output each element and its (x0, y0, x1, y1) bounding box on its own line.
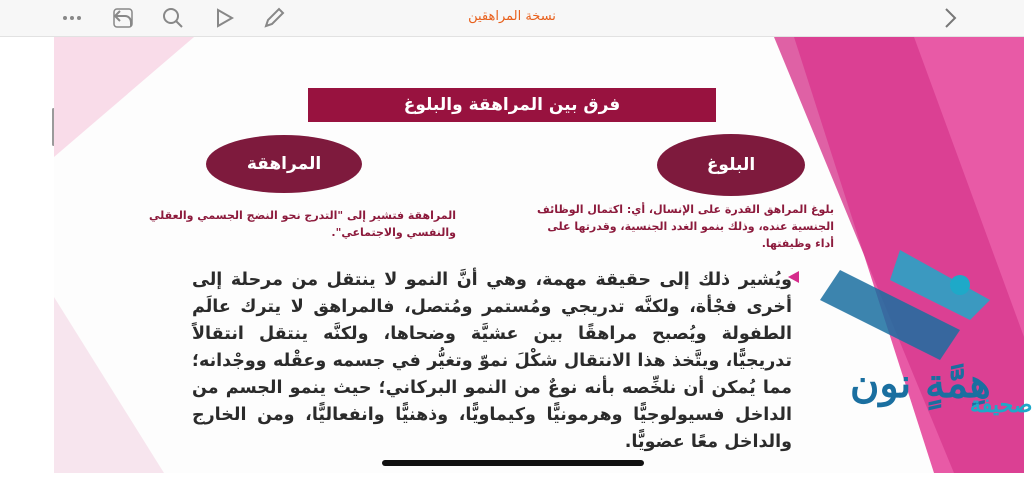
search-icon[interactable] (161, 6, 185, 30)
watermark-logo (760, 230, 1032, 473)
logo-label-text: صحيفة (970, 392, 1032, 418)
puberty-heading: البلوغ (657, 134, 805, 196)
home-indicator[interactable] (382, 460, 644, 466)
puberty-definition: بلوغ المراهق القدرة على الإنسال، أي: اكتمال الوظائف الجنسية عنده، وذلك بنمو الغدد الجنسية، وقدرتها على أداء وظيفتها. (536, 203, 834, 250)
logo-brand-text: هِمَّةٍ نون (850, 360, 991, 407)
pencil-icon[interactable] (262, 6, 286, 30)
slide-title: فرق بين المراهقة والبلوغ (308, 88, 716, 122)
share-icon[interactable] (111, 6, 135, 30)
toolbar (0, 0, 1024, 37)
adolescence-heading: المراهقة (206, 135, 362, 193)
play-icon[interactable] (212, 6, 236, 30)
document-title: نسخة المراهقين (468, 9, 556, 24)
logo-graphic (760, 230, 1024, 473)
adolescence-definition: المراهقة فتشير إلى "التدرج نحو النضج الجسمي والعقلي والنفسي والاجتماعي". (148, 209, 456, 239)
main-paragraph: ويُشير ذلك إلى حقيقة مهمة، وهي أنَّ النمو لا ينتقل من مرحلة إلى أخرى فجْأة، ولكنَّه تدريجي ومُستمر ومُتصل، فالمراهق لا يترك عالَم الطفولة ويُصبح مراهقًا بين عشيَّة وضحاها، ولكنَّه ينتقل انتقالاً تدريجيًّا، ويتَّخذ هذا الانتقال شكْلَ نموّ وتغيُّر في جسمه وعقْله ووجْدانه؛ مما يُمكن أن نلخِّصه بأنه نوعٌ من النمو البركاني؛ حيث ينمو الجسم من الداخل فسيولوجيًّا وهرمونيًّا وكيماويًّا، وذهنيًّا وانفعاليًّا، ومن الخارج والداخل معًا عضويًّا. (192, 270, 792, 452)
chevron-right-icon[interactable] (938, 6, 962, 30)
more-icon[interactable] (60, 6, 84, 30)
